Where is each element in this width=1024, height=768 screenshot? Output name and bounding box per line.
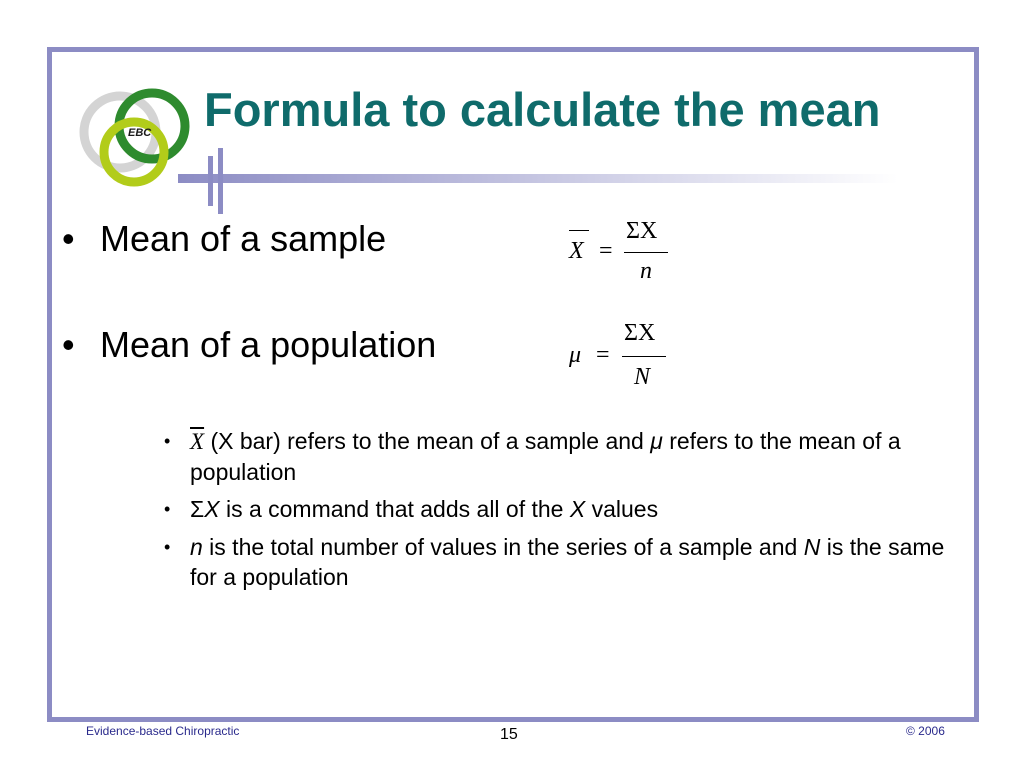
- bullet-dot: •: [62, 218, 75, 259]
- title-rule: [178, 148, 898, 214]
- note-n: [164, 532, 954, 592]
- formula-equals: =: [596, 342, 610, 368]
- sub-bullet-dot: •: [164, 537, 171, 557]
- bullet-mean-population: [62, 324, 436, 366]
- sub-bullet-dot: •: [164, 431, 171, 451]
- xbar-symbol: $\overline{X}$: [190, 429, 205, 454]
- note-xbar: [164, 426, 954, 487]
- formula-population-mean: [566, 320, 676, 396]
- formula-lhs: X: [569, 238, 584, 264]
- slide-title: Formula to calculate the mean: [204, 83, 881, 136]
- logo-text: EBC: [128, 127, 152, 139]
- fraction-bar: [622, 356, 666, 357]
- page-number: 15: [500, 726, 518, 743]
- note-text: n is the total number of values in the series of a sample and N is the same for a population: [190, 534, 945, 590]
- fraction-bar: [624, 252, 668, 253]
- bullet-label: Mean of a population: [100, 324, 437, 365]
- formula-lhs: μ: [569, 342, 582, 368]
- formula-sample-mean: [566, 216, 676, 288]
- footer-right: © 2006: [906, 724, 945, 738]
- formula-equals: =: [599, 238, 613, 264]
- bullet-mean-sample: [62, 218, 386, 260]
- mu-symbol: μ: [650, 428, 663, 454]
- note-text: ΣX is a command that adds all of the X values: [190, 496, 659, 522]
- formula-denominator: n: [640, 258, 652, 284]
- sub-bullet-dot: •: [164, 499, 171, 519]
- bullet-label: Mean of a sample: [100, 218, 387, 259]
- formula-numerator: ΣX: [624, 320, 656, 346]
- note-sigma: [164, 494, 954, 524]
- bullet-dot: •: [62, 324, 75, 365]
- formula-denominator: N: [634, 364, 651, 390]
- xbar-overline: [569, 230, 589, 231]
- formula-numerator: ΣX: [626, 218, 658, 244]
- sigma-symbol: Σ: [190, 496, 205, 522]
- footer-left: Evidence-based Chiropractic: [86, 724, 240, 738]
- note-text: $\overline{X}$ (X bar) refers to the mean of a sample and μ refers to the mean of a population: [190, 428, 901, 485]
